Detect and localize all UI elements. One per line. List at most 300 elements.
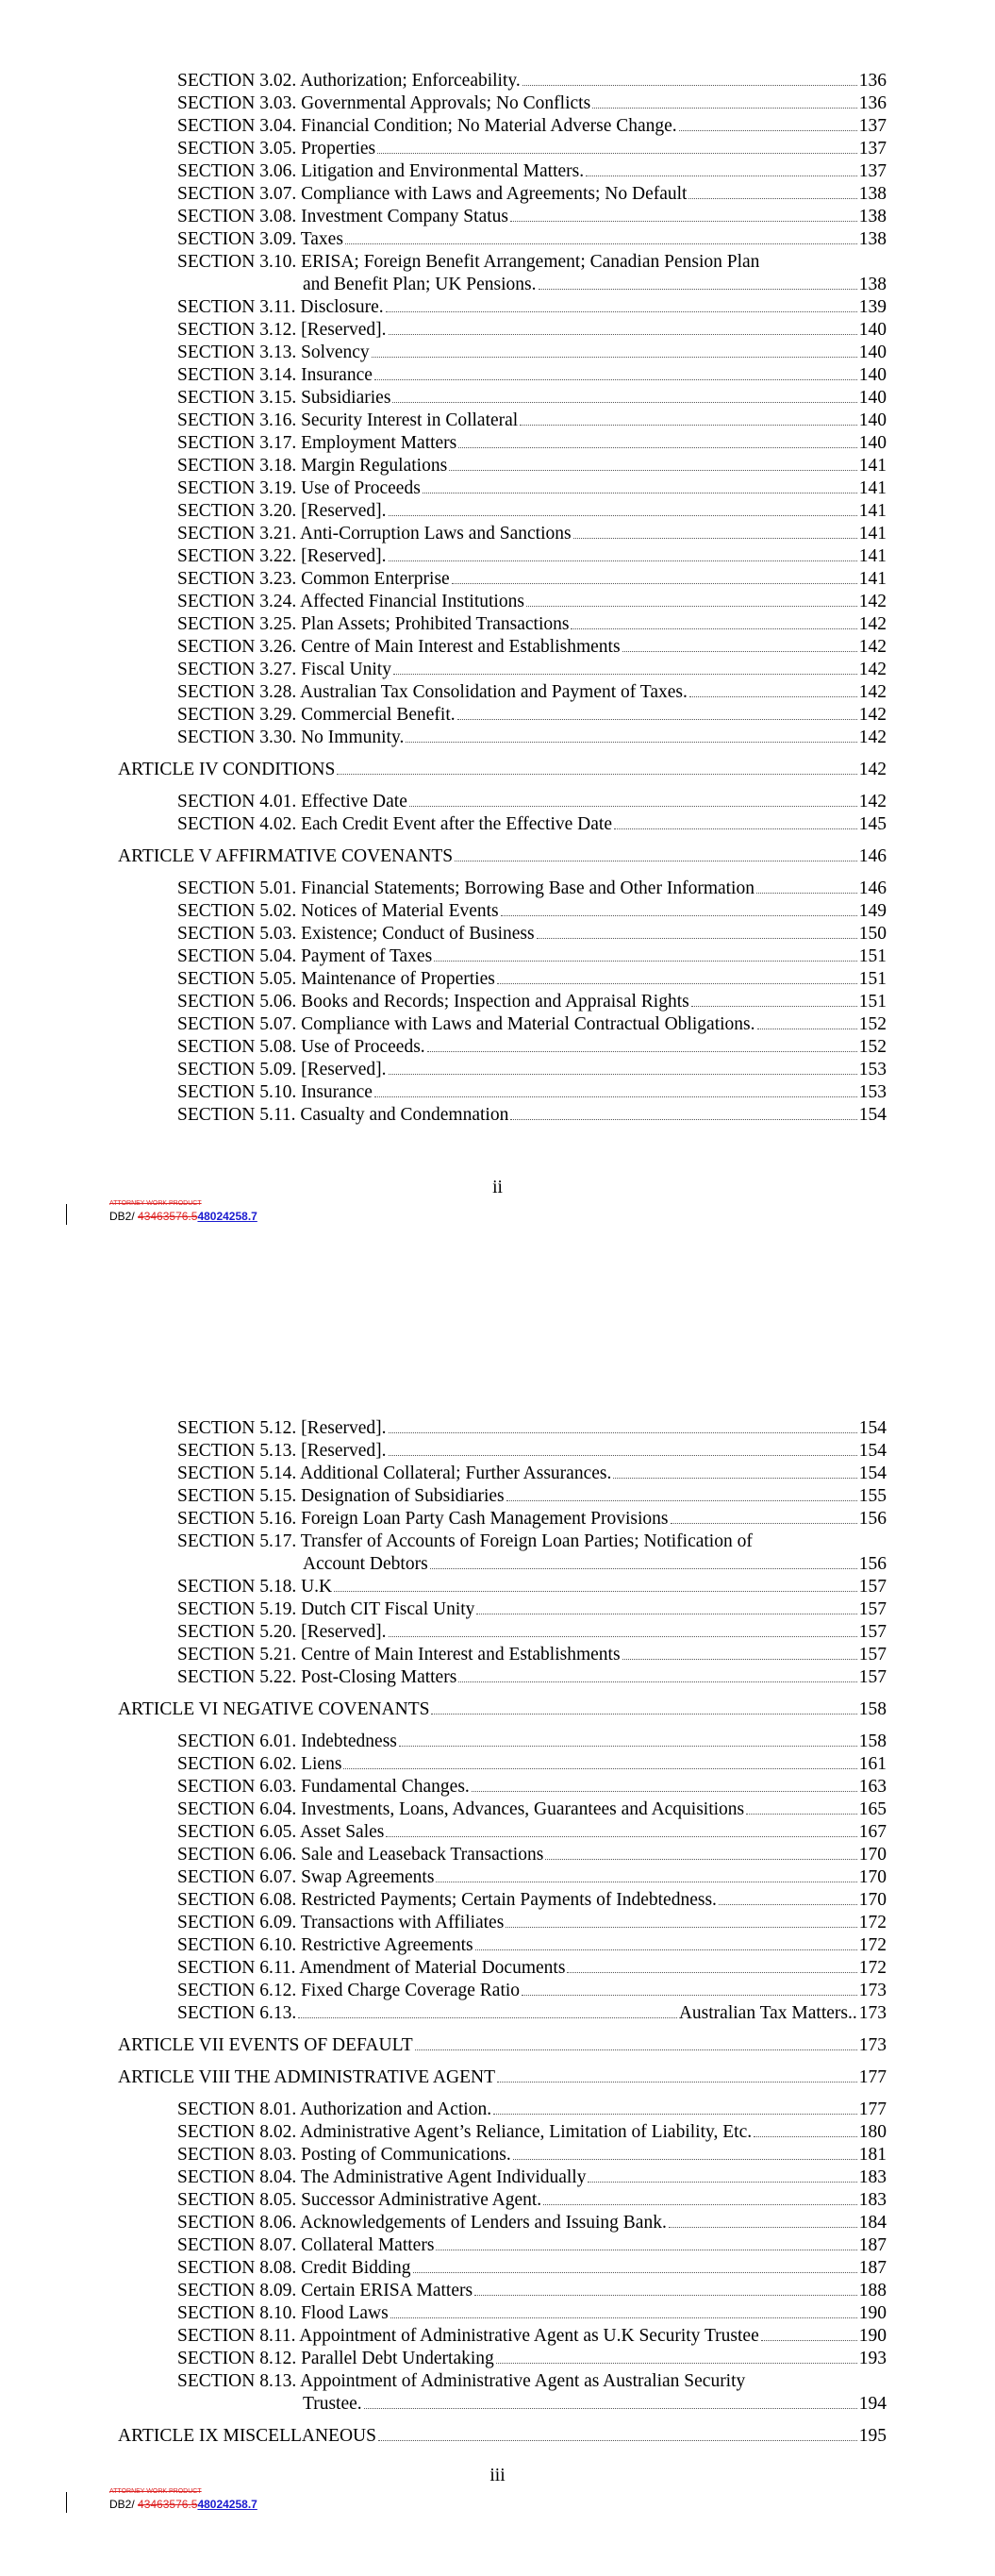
toc-entry-label: SECTION 3.24. Affected Financial Institutions [177, 592, 524, 611]
dot-leader [522, 85, 857, 86]
toc-section[interactable] [0, 991, 995, 1013]
toc-page-number: 154 [858, 1418, 887, 1438]
toc-entry-label: SECTION 3.04. Financial Condition; No Material Adverse Change. [177, 116, 677, 136]
toc-entry-label: SECTION 6.05. Asset Sales [177, 1822, 385, 1842]
toc-page-number: 142 [858, 592, 887, 611]
toc-entry-label: SECTION 3.19. Use of Proceeds [177, 478, 421, 498]
toc-section[interactable] [0, 1531, 995, 1576]
toc-page-number: 150 [858, 924, 887, 944]
dot-leader [669, 2227, 857, 2228]
toc-page-number: 142 [858, 760, 887, 779]
toc-page-number: 142 [858, 705, 887, 725]
toc-entry-line [177, 968, 887, 991]
toc-entry-label: SECTION 5.04. Payment of Taxes [177, 946, 433, 966]
toc-entry-label: SECTION 5.14. Additional Collateral; Further Assurances. [177, 1464, 612, 1483]
toc-section[interactable] [0, 813, 995, 836]
dot-leader [545, 1859, 856, 1860]
toc-page-number: 146 [858, 878, 887, 898]
toc-entry-line [177, 1440, 887, 1463]
toc-entry-line [177, 681, 887, 704]
toc-entry-label: ARTICLE VI NEGATIVE COVENANTS [118, 1699, 430, 1719]
toc-entry-label: SECTION 5.08. Use of Proceeds. [177, 1037, 425, 1057]
toc-entry-line [177, 296, 887, 319]
dot-leader [537, 938, 857, 939]
toc-entry-line [177, 545, 887, 568]
toc-entry-label: SECTION 6.11. Amendment of Material Documents [177, 1958, 566, 1978]
dot-leader [543, 2204, 857, 2205]
toc-page-number: 141 [858, 524, 887, 544]
toc-page-number: 170 [858, 1890, 887, 1910]
toc-entry-label: SECTION 5.11. Casualty and Condemnation [177, 1105, 509, 1125]
dot-leader [457, 719, 857, 720]
toc-entry-line [177, 1081, 887, 1104]
toc-entry-line [177, 183, 887, 206]
toc-entry-label: SECTION 3.16. Security Interest in Collateral [177, 410, 519, 430]
toc-section[interactable] [0, 1621, 995, 1644]
toc-entry-line [177, 923, 887, 945]
toc-entry-line [177, 1666, 887, 1689]
toc-entry-line [118, 2034, 887, 2057]
toc-section[interactable] [0, 2234, 995, 2257]
toc-section[interactable] [0, 2002, 995, 2025]
dot-leader [378, 2440, 857, 2441]
dot-leader [679, 130, 857, 131]
toc-entry-label: SECTION 6.08. Restricted Payments; Certain Payments of Indebtedness. [177, 1890, 717, 1910]
toc-entry-label: SECTION 5.02. Notices of Material Events [177, 901, 499, 921]
toc-entry-label: SECTION 3.21. Anti-Corruption Laws and Sanctions [177, 524, 572, 544]
dot-leader [522, 1995, 857, 1996]
toc-section[interactable] [0, 1912, 995, 1934]
toc-section[interactable] [0, 2257, 995, 2280]
toc-entry-line [177, 1621, 887, 1644]
toc-entry-line [177, 2257, 887, 2280]
toc-entry-label: SECTION 5.09. [Reserved]. [177, 1060, 387, 1079]
toc-entry-label: SECTION 3.29. Commercial Benefit. [177, 705, 456, 725]
toc-entry-label: SECTION 5.05. Maintenance of Properties [177, 969, 495, 989]
toc-section[interactable] [0, 568, 995, 591]
toc-entry-label: ARTICLE IV CONDITIONS [118, 760, 336, 779]
toc-section[interactable] [0, 2325, 995, 2348]
toc-section[interactable] [0, 387, 995, 410]
toc-page-number: 153 [858, 1060, 887, 1079]
toc-entry-label: SECTION 6.13. [177, 2003, 297, 2023]
dot-leader [501, 915, 857, 916]
dot-leader [399, 1746, 857, 1747]
toc-section[interactable] [0, 296, 995, 319]
toc-section[interactable] [0, 2144, 995, 2166]
toc-entry-line [177, 1576, 887, 1598]
dot-leader [592, 108, 857, 109]
toc-page-number: 161 [858, 1754, 887, 1774]
toc-entry-label: SECTION 3.25. Plan Assets; Prohibited Transactions [177, 614, 570, 634]
toc-section[interactable] [0, 432, 995, 455]
dot-leader [475, 1949, 857, 1950]
toc-page-number: 141 [858, 456, 887, 476]
toc-section[interactable] [0, 115, 995, 138]
toc-page-number: 142 [858, 660, 887, 679]
toc-section[interactable] [0, 900, 995, 923]
toc-page-number: 158 [858, 1731, 887, 1751]
toc-page-number: 136 [858, 93, 887, 113]
toc-entry-label: SECTION 5.07. Compliance with Laws and Material Contractual Obligations. [177, 1014, 755, 1034]
toc-section[interactable] [0, 591, 995, 613]
toc-section[interactable] [0, 364, 995, 387]
dot-leader [427, 1051, 857, 1052]
toc-entry-line [177, 1508, 887, 1531]
toc-page-number: 188 [858, 2281, 887, 2300]
toc-article[interactable] [0, 759, 995, 781]
toc-section[interactable] [0, 1821, 995, 1844]
toc-entry-line [177, 2189, 887, 2212]
toc-page-number: 137 [858, 161, 887, 181]
toc-entry-line [118, 759, 887, 781]
toc-section[interactable] [0, 1036, 995, 1059]
toc-page-number: 154 [858, 1441, 887, 1461]
toc-section[interactable] [0, 70, 995, 92]
toc-section[interactable] [0, 477, 995, 500]
document-page-iii [0, 1288, 995, 2576]
toc-entry-label: SECTION 6.03. Fundamental Changes. [177, 1777, 470, 1797]
dot-leader [389, 1455, 857, 1456]
toc-entry-label: SECTION 3.07. Compliance with Laws and Agreements; No Default [177, 184, 688, 204]
toc-section[interactable] [0, 545, 995, 568]
page-number: ii [492, 1178, 503, 1197]
toc-entry-label: SECTION 5.06. Books and Records; Inspection and Appraisal Rights [177, 992, 689, 1012]
toc-entry-line [177, 2212, 887, 2234]
toc-entry-line [177, 727, 887, 749]
toc-section[interactable] [0, 1957, 995, 1980]
toc-entry-label: SECTION 6.04. Investments, Loans, Advances, Guarantees and Acquisitions [177, 1799, 745, 1819]
dot-leader [588, 2182, 856, 2183]
toc-entry-label: SECTION 5.18. U.K [177, 1577, 333, 1597]
dot-leader [622, 1659, 857, 1660]
toc-entry-line [177, 319, 887, 342]
toc-section[interactable] [0, 1576, 995, 1598]
toc-section[interactable] [0, 523, 995, 545]
dot-leader [430, 1568, 857, 1569]
toc-entry-label: SECTION 8.08. Credit Bidding [177, 2258, 411, 2278]
toc-section[interactable] [0, 1598, 995, 1621]
dot-leader [458, 447, 856, 448]
toc-entry-line [177, 92, 887, 115]
toc-section[interactable] [0, 2370, 995, 2416]
toc-entry-label: ARTICLE VII EVENTS OF DEFAULT [118, 2035, 413, 2055]
toc-entry-line [177, 342, 887, 364]
toc-page-number: 142 [858, 682, 887, 702]
toc-entry-line [177, 2099, 887, 2121]
toc-section[interactable] [0, 791, 995, 813]
toc-section[interactable] [0, 92, 995, 115]
toc-entry-label: SECTION 8.06. Acknowledgements of Lenders and Issuing Bank. [177, 2213, 667, 2233]
table-of-contents [0, 70, 995, 1127]
toc-entry-line [177, 1912, 887, 1934]
toc-entry-label-cont: and Benefit Plan; UK Pensions. [303, 275, 537, 294]
toc-section[interactable] [0, 342, 995, 364]
toc-section[interactable] [0, 1731, 995, 1753]
toc-section[interactable] [0, 319, 995, 342]
toc-entry-label: SECTION 5.17. Transfer of Accounts of Foreign Loan Parties; Notification of [177, 1531, 753, 1551]
dot-leader [434, 961, 857, 962]
toc-entry-label: SECTION 3.03. Governmental Approvals; No Conflicts [177, 93, 591, 113]
toc-article[interactable] [0, 2425, 995, 2448]
page-number: iii [489, 2466, 506, 2485]
toc-section[interactable] [0, 878, 995, 900]
toc-article[interactable] [0, 845, 995, 868]
toc-entry-label: SECTION 5.20. [Reserved]. [177, 1622, 387, 1642]
toc-section[interactable] [0, 968, 995, 991]
toc-section[interactable] [0, 1934, 995, 1957]
toc-entry-line [177, 1957, 887, 1980]
toc-page-number: 136 [858, 71, 887, 91]
toc-page-number: 146 [858, 846, 887, 866]
toc-page-number: 152 [858, 1014, 887, 1034]
dot-leader [386, 311, 857, 312]
toc-section[interactable] [0, 1798, 995, 1821]
toc-page-number: 141 [858, 478, 887, 498]
dot-leader [389, 1074, 857, 1075]
toc-page-number: 190 [858, 2303, 887, 2323]
toc-entry-line [177, 1889, 887, 1912]
toc-section[interactable] [0, 1463, 995, 1485]
toc-page-number: 140 [858, 365, 887, 385]
toc-entry-label: SECTION 6.12. Fixed Charge Coverage Ratio [177, 1981, 521, 2000]
toc-section[interactable] [0, 1013, 995, 1036]
toc-page-number: 151 [858, 946, 887, 966]
toc-entry-line [177, 1731, 887, 1753]
dot-leader [386, 1836, 856, 1837]
toc-entry-line [177, 500, 887, 523]
toc-entry-line [177, 2280, 887, 2302]
toc-section[interactable] [0, 2280, 995, 2302]
toc-entry-extra-text: Australian Tax Matters.. [678, 2003, 857, 2023]
toc-entry-line [177, 1531, 887, 1553]
toc-entry-label: SECTION 4.02. Each Credit Event after the Effective Date [177, 814, 612, 834]
dot-leader [756, 893, 857, 894]
dot-leader [614, 828, 857, 829]
toc-entry-line [177, 364, 887, 387]
toc-section[interactable] [0, 1440, 995, 1463]
dot-leader [567, 1972, 856, 1973]
toc-entry-label: SECTION 3.11. Disclosure. [177, 297, 384, 317]
dot-leader [493, 2114, 857, 2115]
dot-leader [364, 2408, 857, 2409]
toc-section[interactable] [0, 455, 995, 477]
toc-entry-label: SECTION 3.27. Fiscal Unity [177, 660, 391, 679]
dot-leader [688, 198, 856, 199]
dot-leader [691, 1006, 857, 1007]
toc-section[interactable] [0, 183, 995, 206]
toc-section[interactable] [0, 1753, 995, 1776]
toc-page-number: 157 [858, 1577, 887, 1597]
toc-page-number: 140 [858, 388, 887, 408]
toc-section[interactable] [0, 1485, 995, 1508]
toc-page-number: 141 [858, 546, 887, 566]
toc-entry-line [177, 1776, 887, 1798]
toc-page-number: 167 [858, 1822, 887, 1842]
toc-section[interactable] [0, 945, 995, 968]
toc-section[interactable] [0, 160, 995, 183]
dot-leader [474, 2295, 857, 2296]
toc-entry-line [177, 523, 887, 545]
toc-section[interactable] [0, 1508, 995, 1531]
toc-page-number: 140 [858, 320, 887, 340]
toc-entry-line [177, 432, 887, 455]
toc-entry-line [177, 1485, 887, 1508]
toc-section[interactable] [0, 727, 995, 749]
toc-section[interactable] [0, 2302, 995, 2325]
dot-leader [377, 153, 857, 154]
toc-article[interactable] [0, 2034, 995, 2057]
toc-page-number: 172 [858, 1935, 887, 1955]
toc-entry-label: SECTION 3.10. ERISA; Foreign Benefit Arrangement; Canadian Pension Plan [177, 252, 760, 272]
toc-page-number: 138 [858, 275, 887, 294]
toc-entry-line [177, 2370, 887, 2393]
change-bar [66, 2492, 67, 2513]
dot-leader [390, 2317, 857, 2318]
toc-entry-label: SECTION 3.20. [Reserved]. [177, 501, 387, 521]
toc-section[interactable] [0, 613, 995, 636]
toc-entry-label: SECTION 8.13. Appointment of Administrative Agent as Australian Security [177, 2371, 746, 2391]
toc-section[interactable] [0, 1081, 995, 1104]
dot-leader [298, 2017, 677, 2018]
toc-entry-line [177, 387, 887, 410]
toc-page-number: 172 [858, 1958, 887, 1978]
toc-section[interactable] [0, 1666, 995, 1689]
dot-leader [571, 628, 856, 629]
toc-entry-label: SECTION 3.13. Solvency [177, 343, 370, 362]
toc-entry-line [118, 2066, 887, 2089]
toc-section[interactable] [0, 1844, 995, 1866]
dot-leader [343, 1768, 856, 1769]
toc-entry-label: SECTION 8.10. Flood Laws [177, 2303, 389, 2323]
toc-section[interactable] [0, 1776, 995, 1798]
toc-entry-line [177, 1798, 887, 1821]
toc-section[interactable] [0, 1866, 995, 1889]
dot-leader [613, 1478, 856, 1479]
toc-section[interactable] [0, 704, 995, 727]
toc-section[interactable] [0, 1059, 995, 1081]
toc-page-number: 141 [858, 501, 887, 521]
toc-entry-line [177, 1104, 887, 1127]
toc-page-number: 170 [858, 1845, 887, 1865]
toc-entry-line [177, 636, 887, 659]
toc-page-number: 177 [858, 2067, 887, 2087]
toc-section[interactable] [0, 2121, 995, 2144]
dot-leader [671, 1523, 857, 1524]
toc-section[interactable] [0, 138, 995, 160]
dot-leader [393, 674, 857, 675]
toc-entry-label: SECTION 5.01. Financial Statements; Borrowing Base and Other Information [177, 878, 755, 898]
toc-entry-line [177, 900, 887, 923]
toc-entry-line [177, 228, 887, 251]
toc-section[interactable] [0, 1980, 995, 2002]
dot-leader [520, 425, 857, 426]
toc-entry-label: SECTION 8.02. Administrative Agent’s Reliance, Limitation of Liability, Etc. [177, 2122, 753, 2142]
toc-entry-line [177, 1753, 887, 1776]
toc-entry-line [177, 1821, 887, 1844]
toc-page-number: 153 [858, 1082, 887, 1102]
toc-section[interactable] [0, 923, 995, 945]
dot-leader [449, 470, 857, 471]
toc-entry-line [177, 1844, 887, 1866]
toc-section[interactable] [0, 251, 995, 296]
toc-entry-label: SECTION 6.09. Transactions with Affiliates [177, 1913, 505, 1932]
toc-page-number: 163 [858, 1777, 887, 1797]
toc-entry-line [177, 251, 887, 274]
dot-leader [526, 606, 857, 607]
toc-section[interactable] [0, 2189, 995, 2212]
toc-section[interactable] [0, 1889, 995, 1912]
toc-entry-line [177, 115, 887, 138]
toc-entry-label: SECTION 5.22. Post-Closing Matters [177, 1667, 457, 1687]
toc-entry-label: SECTION 3.14. Insurance [177, 365, 373, 385]
toc-page-number: 142 [858, 792, 887, 811]
toc-page-number: 170 [858, 1867, 887, 1887]
toc-section[interactable] [0, 1644, 995, 1666]
toc-entry-line [177, 2166, 887, 2189]
toc-entry-label: SECTION 8.12. Parallel Debt Undertaking [177, 2349, 494, 2368]
dot-leader [689, 696, 857, 697]
dot-leader [754, 2136, 857, 2137]
toc-section[interactable] [0, 636, 995, 659]
toc-entry-line [177, 1463, 887, 1485]
toc-entry-line [177, 160, 887, 183]
toc-entry-label: SECTION 8.09. Certain ERISA Matters [177, 2281, 473, 2300]
doc-id-prefix: DB2/ [109, 2498, 135, 2511]
toc-section[interactable] [0, 228, 995, 251]
toc-page-number: 184 [858, 2213, 887, 2233]
dot-leader [389, 560, 857, 561]
toc-section[interactable] [0, 2099, 995, 2121]
toc-page-number: 157 [858, 1645, 887, 1664]
toc-section[interactable] [0, 659, 995, 681]
toc-section[interactable] [0, 1104, 995, 1127]
toc-entry-label-cont: Account Debtors [303, 1554, 428, 1574]
toc-section[interactable] [0, 2166, 995, 2189]
toc-page-number: 165 [858, 1799, 887, 1819]
toc-section[interactable] [0, 681, 995, 704]
toc-page-number: 156 [858, 1554, 887, 1574]
toc-entry-line [177, 1059, 887, 1081]
toc-entry-continuation [303, 274, 887, 296]
toc-entry-label: SECTION 6.02. Liens [177, 1754, 342, 1774]
dot-leader [513, 2159, 857, 2160]
dot-leader [392, 402, 856, 403]
toc-entry-line [118, 845, 887, 868]
toc-entry-label: SECTION 5.13. [Reserved]. [177, 1441, 387, 1461]
toc-section[interactable] [0, 206, 995, 228]
dot-leader [497, 983, 857, 984]
toc-page-number: 138 [858, 207, 887, 226]
dot-leader [374, 379, 857, 380]
toc-section[interactable] [0, 2348, 995, 2370]
dot-leader [406, 742, 856, 743]
toc-page-number: 138 [858, 184, 887, 204]
toc-section[interactable] [0, 1417, 995, 1440]
toc-entry-line [177, 2121, 887, 2144]
toc-article[interactable] [0, 1698, 995, 1721]
toc-page-number: 142 [858, 614, 887, 634]
toc-entry-label: SECTION 8.11. Appointment of Administrative Agent as U.K Security Trustee [177, 2326, 759, 2346]
toc-section[interactable] [0, 410, 995, 432]
toc-section[interactable] [0, 2212, 995, 2234]
toc-section[interactable] [0, 500, 995, 523]
toc-page-number: 139 [858, 297, 887, 317]
toc-article[interactable] [0, 2066, 995, 2089]
toc-entry-line [177, 878, 887, 900]
doc-id-inserted: 48024258.7 [197, 1210, 257, 1223]
toc-page-number: 181 [858, 2145, 887, 2165]
